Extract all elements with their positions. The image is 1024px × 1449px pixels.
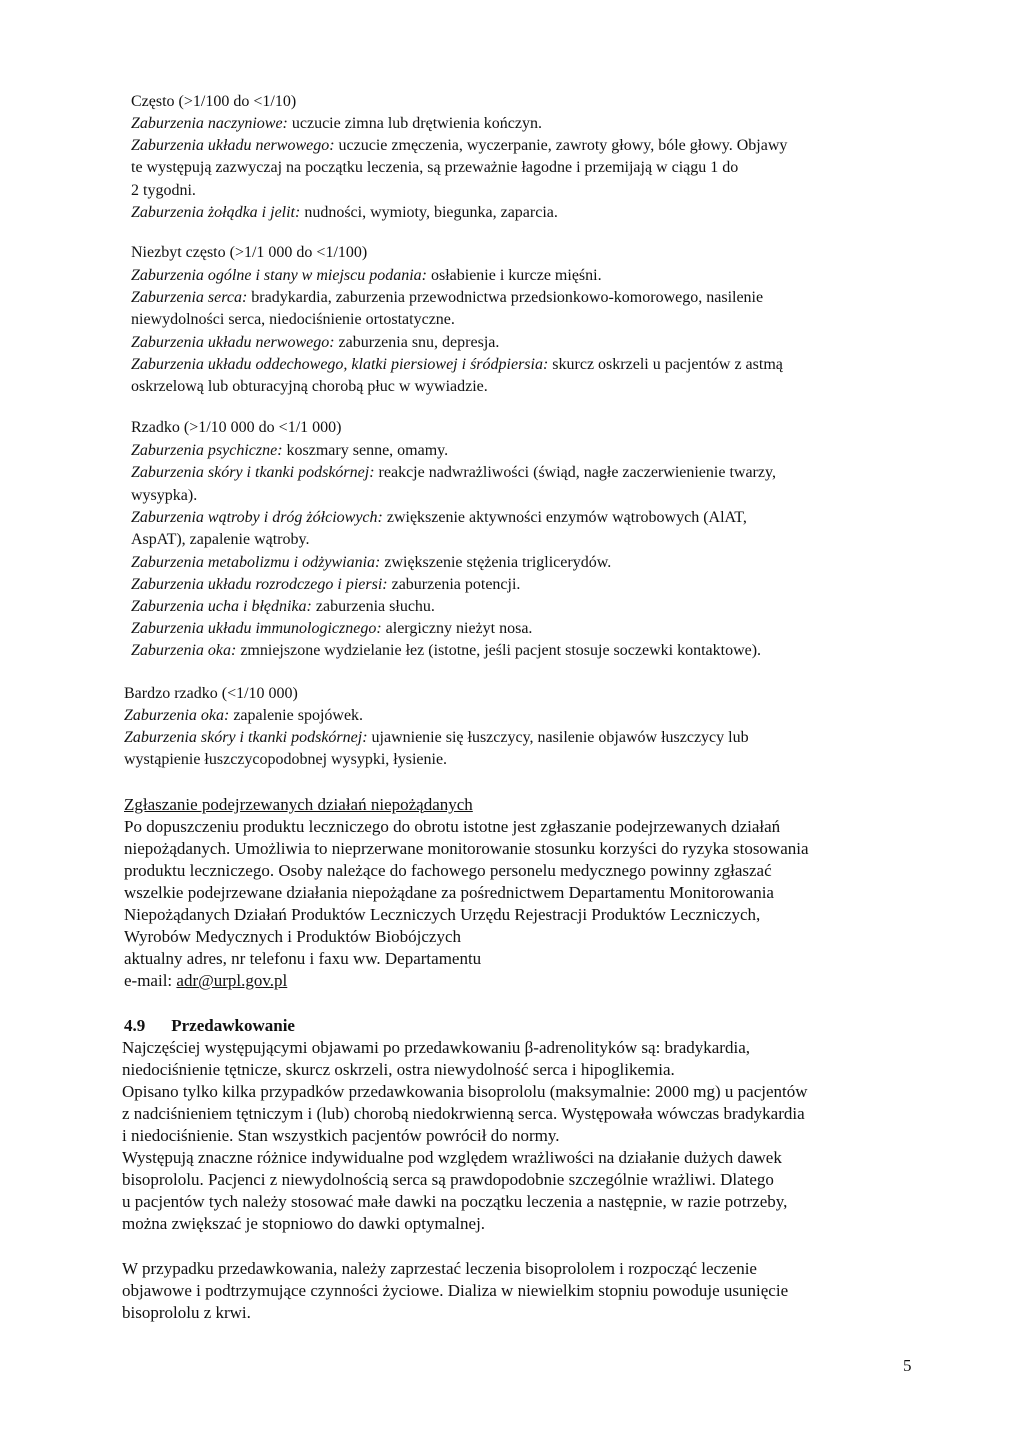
organ-class-label: Zaburzenia skóry i tkanki podskórnej: — [131, 464, 375, 481]
effect-text: ujawnienie się łuszczycy, nasilenie objawów łuszczycy lub — [367, 729, 749, 746]
adverse-effect-line — [131, 266, 1024, 286]
adverse-effect-line — [131, 619, 1024, 639]
adverse-effect-line — [131, 114, 1024, 134]
frequency-header-czesto: Często (>1/100 do <1/10) — [131, 93, 297, 110]
adverse-effect-line — [131, 441, 1024, 461]
effect-text: alergiczny nieżyt nosa. — [381, 620, 533, 637]
effect-text: zmniejszone wydzielanie łez (istotne, jeśli pacjent stosuje soczewki kontaktowe). — [236, 642, 762, 659]
organ-class-label: Zaburzenia układu immunologicznego: — [131, 620, 382, 637]
effect-text: niewydolności serca, niedociśnienie ortostatyczne. — [131, 311, 455, 328]
adverse-effect-line — [131, 553, 1024, 573]
adverse-effect-line — [131, 181, 1024, 201]
effect-text: uczucie zimna lub drętwienia kończyn. — [287, 115, 542, 132]
effect-text: zaburzenia słuchu. — [311, 598, 435, 615]
effect-text: bradykardia, zaburzenia przewodnictwa przedsionkowo-komorowego, nasilenie — [247, 289, 764, 306]
organ-class-label: Zaburzenia psychiczne: — [131, 442, 283, 459]
adverse-effect-line — [124, 706, 1024, 726]
overdose-line: i niedociśnienie. Stan wszystkich pacjentów powrócił do normy. — [122, 1126, 560, 1145]
email-label: e-mail: — [124, 971, 177, 990]
overdose-line: u pacjentów tych należy stosować małe dawki na początku leczenia a następnie, w razie potrzeby, — [122, 1192, 788, 1211]
frequency-header-bardzo-rzadko: Bardzo rzadko (<1/10 000) — [124, 685, 298, 702]
adverse-effect-line — [131, 158, 1024, 178]
reporting-line: aktualny adres, nr telefonu i faxu ww. Departamentu — [124, 949, 482, 968]
reporting-line: Wyrobów Medycznych i Produktów Biobójczych — [124, 927, 462, 946]
overdose-line: W przypadku przedawkowania, należy zaprzestać leczenia bisoprololem i rozpocząć leczenie — [122, 1259, 757, 1278]
effect-text: osłabienie i kurcze mięśni. — [426, 267, 602, 284]
effect-text: 2 tygodni. — [131, 182, 196, 199]
adverse-effect-line — [131, 355, 1024, 375]
reporting-line: Po dopuszczeniu produktu leczniczego do obrotu istotne jest zgłaszanie podejrzewanych działań — [124, 817, 781, 836]
organ-class-label: Zaburzenia układu nerwowego: — [131, 137, 335, 154]
adverse-effect-line — [124, 728, 1024, 748]
overdose-line: Opisano tylko kilka przypadków przedawkowania bisoprololu (maksymalnie: 2000 mg) u pacjentów — [122, 1082, 808, 1101]
adverse-effect-line — [124, 750, 1024, 770]
effect-text: skurcz oskrzeli u pacjentów z astmą — [548, 356, 783, 373]
reporting-line: Niepożądanych Działań Produktów Leczniczych Urzędu Rejestracji Produktów Leczniczych, — [124, 905, 761, 924]
section-heading — [124, 1016, 1024, 1036]
adverse-effect-line — [131, 136, 1024, 156]
effect-text: te występują zazwyczaj na początku leczenia, są przeważnie łagodne i przemijają w ciągu 1 do — [131, 159, 739, 176]
effect-text: oskrzelową lub obturacyjną chorobą płuc w wywiadzie. — [131, 378, 488, 395]
adverse-effect-line — [131, 575, 1024, 595]
overdose-line: objawowe i podtrzymujące czynności życiowe. Dializa w niewielkim stopniu powoduje usunięcie — [122, 1281, 789, 1300]
section-title: Przedawkowanie — [171, 1016, 295, 1035]
reporting-email-line — [124, 971, 1024, 991]
adverse-effect-line — [131, 597, 1024, 617]
effect-text: reakcje nadwrażliwości (świąd, nagłe zaczerwienienie twarzy, — [374, 464, 776, 481]
adverse-effect-line — [131, 641, 1024, 661]
overdose-line: Najczęściej występującymi objawami po przedawkowaniu β-adrenolityków są: bradykardia, — [122, 1038, 750, 1057]
overdose-line: można zwiększać je stopniowo do dawki optymalnej. — [122, 1214, 486, 1233]
effect-text: wysypka). — [131, 487, 198, 504]
organ-class-label: Zaburzenia oka: — [131, 642, 237, 659]
overdose-line: z nadciśnieniem tętniczym i (lub) chorobą niedokrwienną serca. Występowała wówczas bradykardia — [122, 1104, 805, 1123]
effect-text: uczucie zmęczenia, wyczerpanie, zawroty głowy, bóle głowy. Objawy — [334, 137, 788, 154]
adverse-effect-line — [131, 377, 1024, 397]
organ-class-label: Zaburzenia układu rozrodczego i piersi: — [131, 576, 388, 593]
overdose-line: niedociśnienie tętnicze, skurcz oskrzeli, ostra niewydolność serca i hipoglikemia. — [122, 1060, 675, 1079]
frequency-header-niezbyt-czesto: Niezbyt często (>1/1 000 do <1/100) — [131, 244, 368, 261]
section-number: 4.9 — [124, 1016, 146, 1035]
organ-class-label: Zaburzenia ogólne i stany w miejscu podania: — [131, 267, 427, 284]
overdose-line: Występują znaczne różnice indywidualne pod względem wrażliwości na działanie dużych dawek — [122, 1148, 782, 1167]
organ-class-label: Zaburzenia naczyniowe: — [131, 115, 288, 132]
organ-class-label: Zaburzenia układu nerwowego: — [131, 334, 335, 351]
organ-class-label: Zaburzenia oka: — [124, 707, 230, 724]
reporting-heading-text: Zgłaszanie podejrzewanych działań niepożądanych — [124, 795, 473, 814]
effect-text: zaburzenia snu, depresja. — [334, 334, 500, 351]
effect-text: AspAT), zapalenie wątroby. — [131, 531, 310, 548]
adverse-effect-line — [131, 310, 1024, 330]
effect-text: zwiększenie aktywności enzymów wątrobowych (AlAT, — [382, 509, 747, 526]
organ-class-label: Zaburzenia wątroby i dróg żółciowych: — [131, 509, 383, 526]
email-link[interactable]: adr@urpl.gov.pl — [176, 971, 288, 990]
effect-text: zapalenie spojówek. — [229, 707, 364, 724]
adverse-effect-line — [131, 486, 1024, 506]
adverse-effect-line — [131, 508, 1024, 528]
organ-class-label: Zaburzenia ucha i błędnika: — [131, 598, 312, 615]
adverse-effect-line — [131, 203, 1024, 223]
reporting-line: produktu leczniczego. Osoby należące do fachowego personelu medycznego powinny zgłaszać — [124, 861, 772, 880]
overdose-line: bisoprololu z krwi. — [122, 1303, 251, 1322]
organ-class-label: Zaburzenia metabolizmu i odżywiania: — [131, 554, 381, 571]
reporting-line: wszelkie podejrzewane działania niepożądane za pośrednictwem Departamentu Monitorowania — [124, 883, 774, 902]
adverse-effect-line — [131, 463, 1024, 483]
frequency-header-rzadko: Rzadko (>1/10 000 do <1/1 000) — [131, 419, 342, 436]
organ-class-label: Zaburzenia układu oddechowego, klatki piersiowej i śródpiersia: — [131, 356, 549, 373]
reporting-line: niepożądanych. Umożliwia to nieprzerwane monitorowanie stosunku korzyści do ryzyka stosowania — [124, 839, 809, 858]
page-number: 5 — [903, 1356, 912, 1375]
effect-text: nudności, wymioty, biegunka, zaparcia. — [300, 204, 558, 221]
adverse-effect-line — [131, 288, 1024, 308]
effect-text: wystąpienie łuszczycopodobnej wysypki, łysienie. — [124, 751, 448, 768]
adverse-effect-line — [131, 333, 1024, 353]
effect-text: koszmary senne, omamy. — [282, 442, 449, 459]
organ-class-label: Zaburzenia żołądka i jelit: — [131, 204, 301, 221]
overdose-line: bisoprololu. Pacjenci z niewydolnością serca są prawdopodobnie szczególnie wrażliwi. Dlatego — [122, 1170, 774, 1189]
organ-class-label: Zaburzenia skóry i tkanki podskórnej: — [124, 729, 368, 746]
organ-class-label: Zaburzenia serca: — [131, 289, 248, 306]
effect-text: zwiększenie stężenia triglicerydów. — [380, 554, 612, 571]
adverse-effect-line — [131, 530, 1024, 550]
effect-text: zaburzenia potencji. — [387, 576, 521, 593]
reporting-heading — [124, 795, 1024, 815]
